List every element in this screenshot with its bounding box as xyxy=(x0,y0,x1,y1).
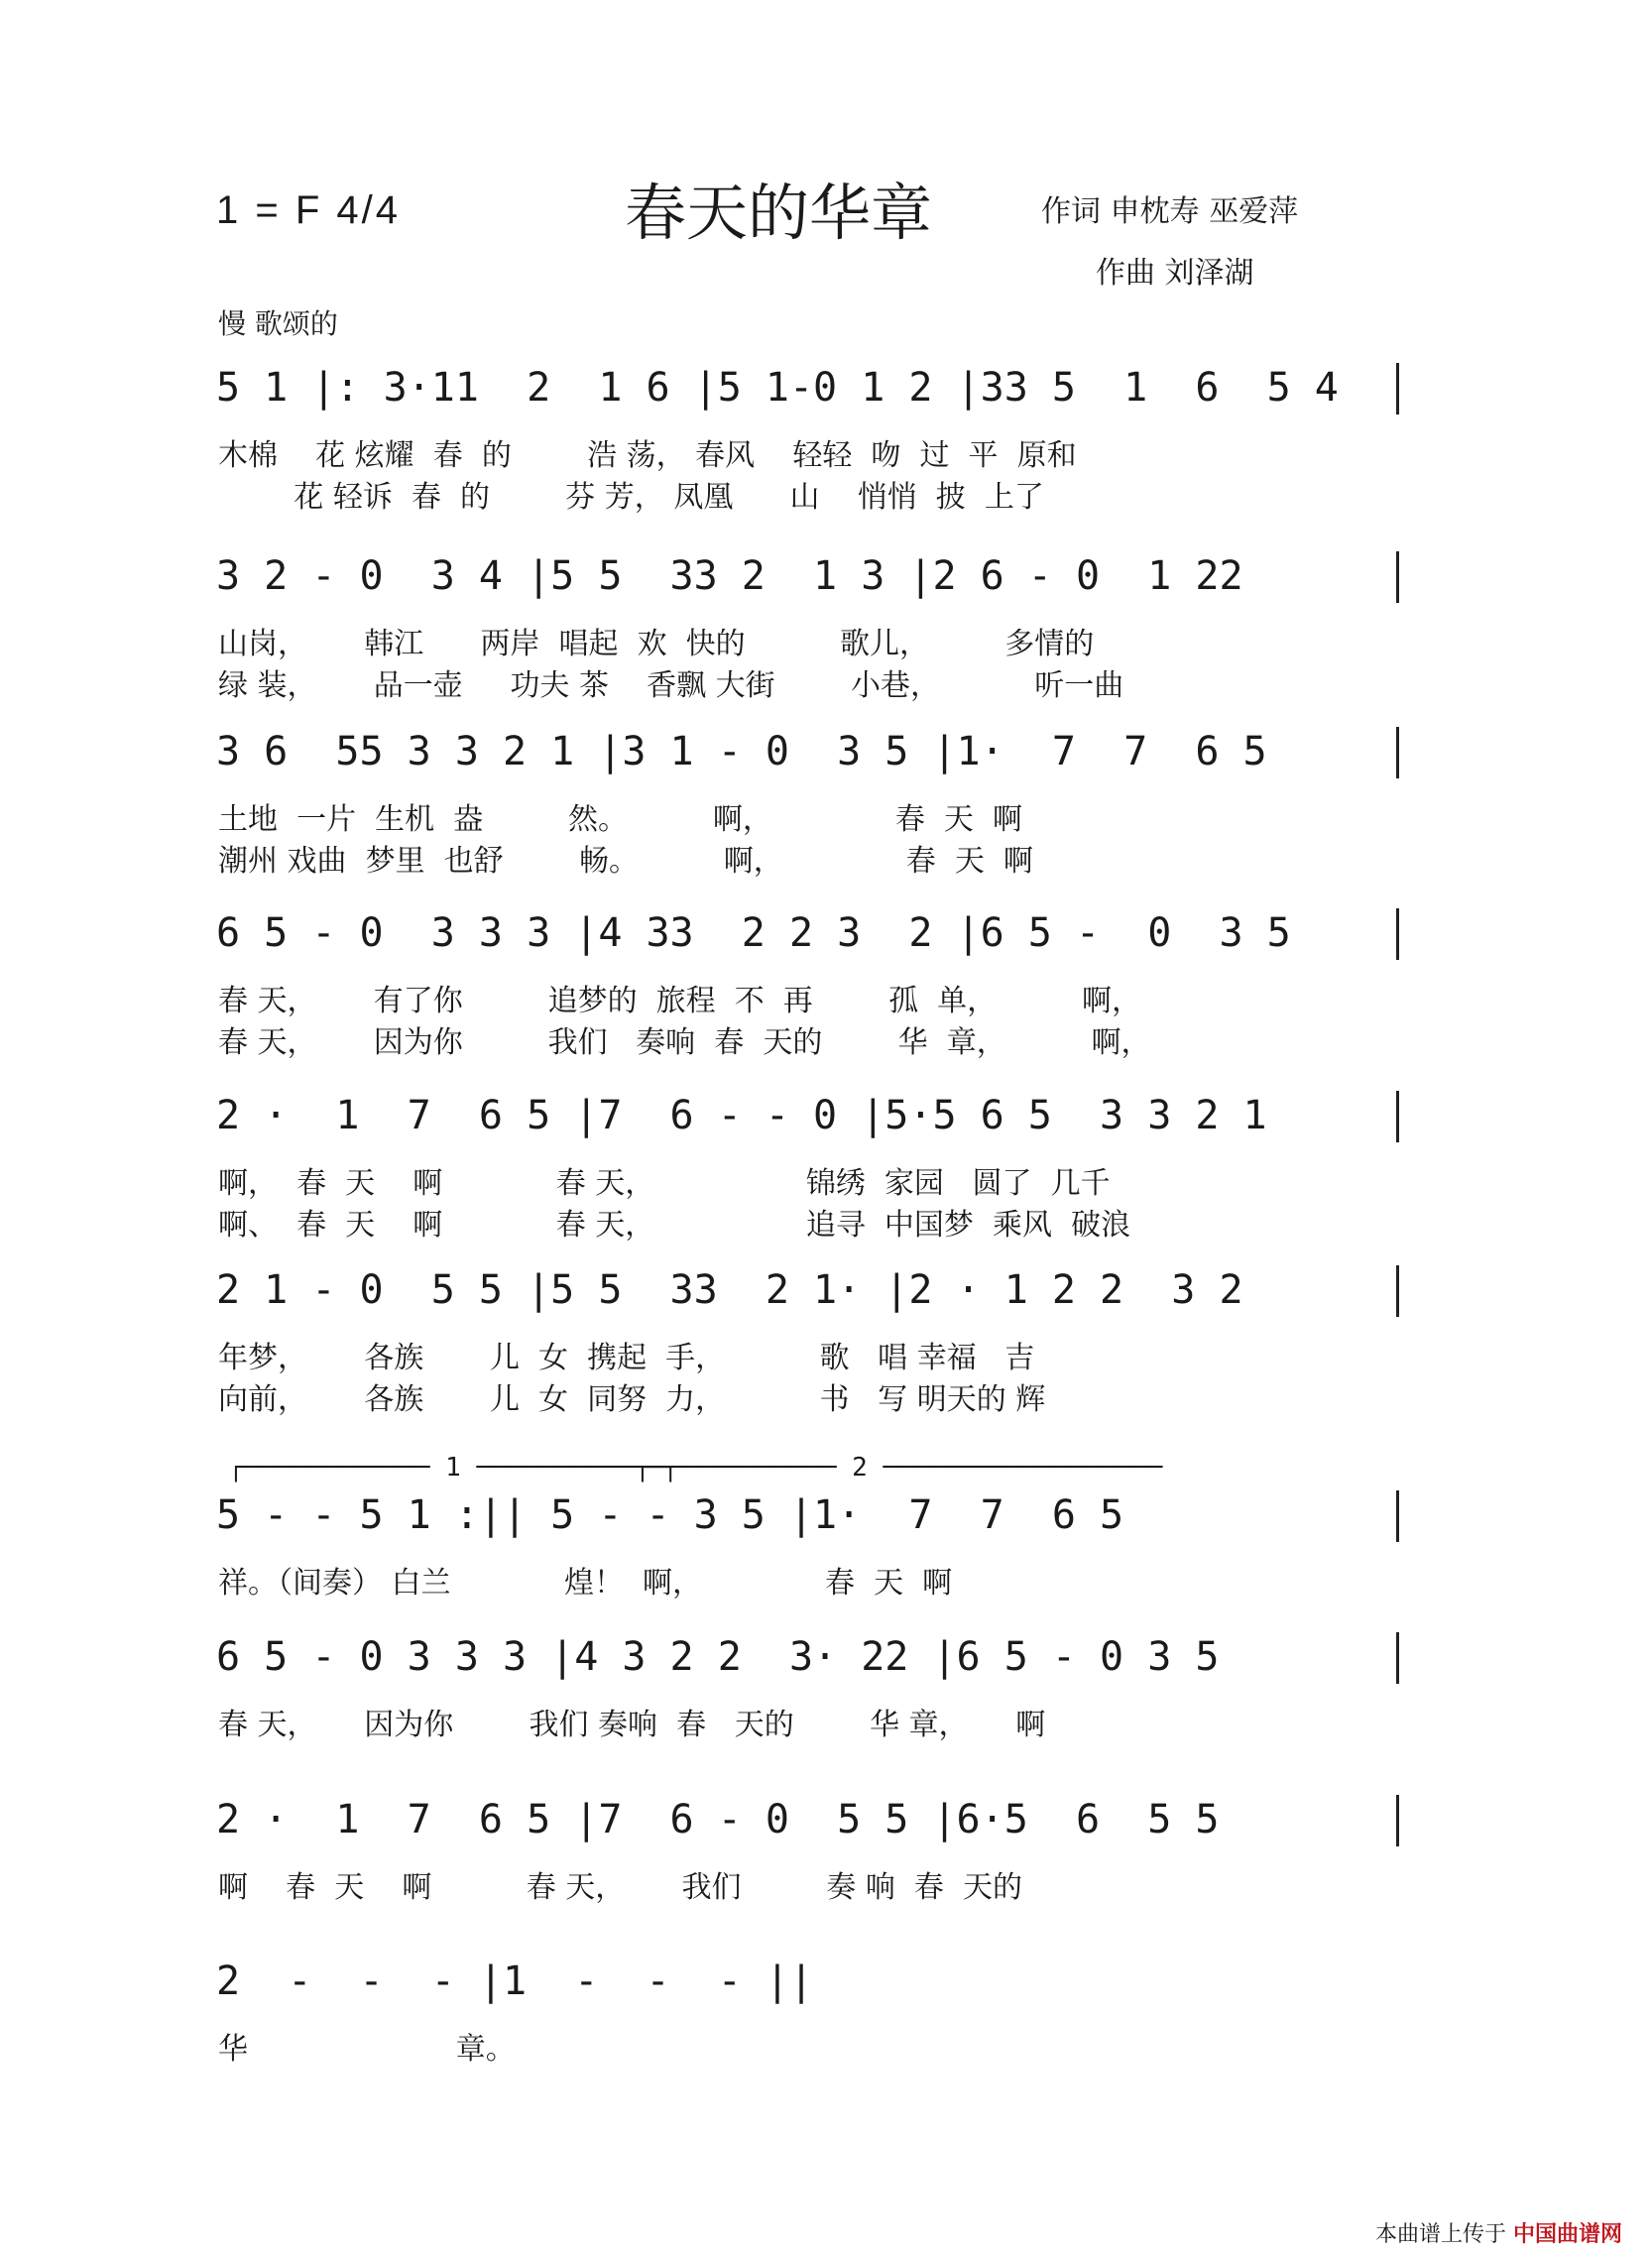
volta-2-number: 2 xyxy=(852,1453,868,1483)
notation-line: 5 - - 5 1 :|| 5 - - 3 5 |1· 7 7 6 5 xyxy=(216,1492,1124,1538)
lyric-verse-1: 土地 一片 生机 盎 然。 啊， 春 天 啊 xyxy=(218,802,1022,837)
lyric-verse-1: 啊， 春 天 啊 春 天， 锦绣 家园 圆了 几千 xyxy=(218,1166,1111,1201)
notation-line: 3 2 - 0 3 4 |5 5 33 2 1 3 |2 6 - 0 1 22 xyxy=(216,553,1243,599)
volta-1: ┌──────────── 1 ────────────┐ xyxy=(228,1453,678,1483)
lyric-verse-2: 花 轻诉 春 的 芬 芳， 凤凰 山 悄悄 披 上了 xyxy=(218,480,1044,515)
lyric-verse-1: 春 天， 因为你 我们 奏响 春 天的 华 章， 啊 xyxy=(218,1708,1046,1742)
lyricist-credit: 作词 申枕寿 巫爱萍 xyxy=(1041,194,1299,229)
notation-line: 5 1 |: 3·11 2 1 6 |5 1-0 1 2 |33 5 1 6 5 4 xyxy=(216,365,1339,411)
notation-line: 3 6 55 3 3 2 1 |3 1 - 0 3 5 |1· 7 7 6 5 xyxy=(216,729,1267,774)
notation-line: 2 1 - 0 5 5 |5 5 33 2 1· |2 · 1 2 2 3 2 xyxy=(216,1267,1243,1313)
notation-line: 6 5 - 0 3 3 3 |4 3 2 2 3· 22 |6 5 - 0 3 5 xyxy=(216,1634,1220,1680)
notation-line: 2 - - - |1 - - - || xyxy=(216,1958,814,2004)
lyric-verse-2: 潮州 戏曲 梦里 也舒 畅。 啊， 春 天 啊 xyxy=(218,844,1033,879)
composer-credit: 作曲 刘泽湖 xyxy=(1096,256,1254,291)
notation-line: 6 5 - 0 3 3 3 |4 33 2 2 3 2 |6 5 - 0 3 5 xyxy=(216,910,1291,956)
lyric-verse-1: 祥。（间奏） 白兰 煌！ 啊， 春 天 啊 xyxy=(218,1566,953,1601)
lyric-verse-1: 山岗， 韩江 两岸 唱起 欢 快的 歌儿， 多情的 xyxy=(218,627,1095,661)
bar-line xyxy=(1396,908,1399,960)
bar-line xyxy=(1396,727,1399,778)
lyric-verse-1: 啊 春 天 啊 春 天， 我们 奏 响 春 天的 xyxy=(218,1870,1022,1905)
lyric-verse-1: 华 章。 xyxy=(218,2032,516,2067)
site-logo[interactable]: 中国曲谱网 xyxy=(1512,2222,1622,2247)
lyric-verse-1: 春 天， 有了你 追梦的 旅程 不 再 孤 单， 啊， xyxy=(218,984,1141,1018)
volta-1-number: 1 xyxy=(445,1453,461,1483)
tempo-marking: 慢 歌颂的 xyxy=(218,307,338,340)
lyric-verse-1: 木棉 花 炫耀 春 的 浩 荡， 春风 轻轻 吻 过 平 原和 xyxy=(218,438,1077,473)
bar-line xyxy=(1396,363,1399,415)
bar-line xyxy=(1396,1265,1399,1317)
bar-line xyxy=(1396,1632,1399,1684)
notation-line: 2 · 1 7 6 5 |7 6 - - 0 |5·5 6 5 3 3 2 1 xyxy=(216,1093,1267,1138)
lyric-verse-2: 绿 装， 品一壶 功夫 茶 香飘 大街 小巷， 听一曲 xyxy=(218,668,1124,703)
key-signature: 1 = F 4/4 xyxy=(216,188,401,232)
bar-line xyxy=(1396,551,1399,603)
song-title: 春天的华章 xyxy=(625,177,933,249)
bar-line xyxy=(1396,1795,1399,1846)
bar-line xyxy=(1396,1490,1399,1542)
lyric-verse-1: 年梦， 各族 儿 女 携起 手， 歌 唱 幸福 吉 xyxy=(218,1341,1035,1375)
bar-line xyxy=(1396,1091,1399,1142)
notation-line: 2 · 1 7 6 5 |7 6 - 0 5 5 |6·5 6 5 5 xyxy=(216,1797,1220,1842)
lyric-verse-2: 春 天， 因为你 我们 奏响 春 天的 华 章， 啊， xyxy=(218,1025,1151,1060)
lyric-verse-2: 向前， 各族 儿 女 同努 力， 书 写 明天的 辉 xyxy=(218,1382,1046,1417)
lyric-verse-2: 啊、 春 天 啊 春 天， 追寻 中国梦 乘风 破浪 xyxy=(218,1208,1131,1243)
upload-footer xyxy=(1375,2217,1622,2248)
uploaded-label: 本曲谱上传于 xyxy=(1374,2222,1506,2247)
volta-2: ┌──────────── 2 ────────────────── xyxy=(635,1453,1163,1483)
